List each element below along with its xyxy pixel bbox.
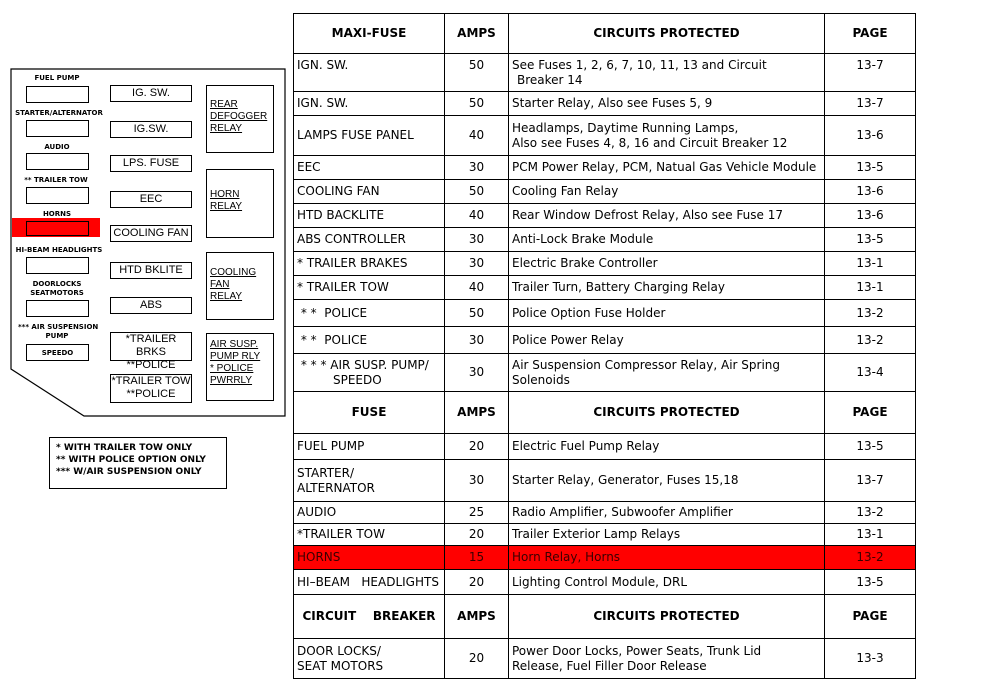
fuse-page: 13-2 [825,300,916,327]
fuse-amps: 30 [445,354,509,392]
fuse-name: * * POLICE [294,327,445,354]
page-header: PAGE [825,14,916,54]
table-row [294,460,916,502]
slot-label-trailer-tow: ** TRAILER TOW [24,176,88,184]
fuse-circuits: Trailer Turn, Battery Charging Relay [509,276,825,300]
speedo-slot[interactable] [26,344,89,361]
fuse-page: 13-6 [825,204,916,228]
fuse-amps: 30 [445,252,509,276]
table-row [294,92,916,116]
page-header: PAGE [825,392,916,434]
air-susp-relay-label: AIR SUSP. PUMP RLY * POLICE PWRRLY [210,339,261,386]
table-row [294,156,916,180]
fuse-amps: 30 [445,156,509,180]
fuse-amps: 25 [445,502,509,524]
fuse-page: 13-4 [825,354,916,392]
table-row [294,228,916,252]
fuse-chart-table [293,13,916,679]
fuse-amps: 15 [445,546,509,570]
table-row [294,524,916,546]
ig-sw-fuse-2[interactable]: IG.SW. [110,121,192,138]
fuse-amps: 30 [445,228,509,252]
circuits-header: CIRCUITS PROTECTED [509,392,825,434]
amps-header: AMPS [445,14,509,54]
fuse-name: LAMPS FUSE PANEL [294,116,445,156]
trailer-tow-label: *TRAILER TOW [111,375,191,387]
slot-label-seatmotors: SEATMOTORS [30,289,84,297]
table-row [294,252,916,276]
fuse-page: 13-7 [825,460,916,502]
fuse-amps: 30 [445,460,509,502]
fuse-page: 13-3 [825,639,916,679]
fuse-name: FUEL PUMP [294,434,445,460]
table-row [294,116,916,156]
fuse-circuits: Cooling Fan Relay [509,180,825,204]
table-row-highlighted [294,546,916,570]
horns-slot-inner [26,221,89,236]
fuse-page: 13-6 [825,116,916,156]
fuse-amps: 50 [445,54,509,92]
table-row [294,276,916,300]
fuse-amps: 40 [445,204,509,228]
trailer-brks-police-label: **POLICE [126,359,176,371]
slot-label-horns: HORNS [42,210,72,218]
amps-header: AMPS [445,392,509,434]
fuse-name: ABS CONTROLLER [294,228,445,252]
fuse-amps: 40 [445,276,509,300]
note-trailer-tow: * WITH TRAILER TOW ONLY [56,443,193,453]
fuse-amps: 20 [445,639,509,679]
circuits-header: CIRCUITS PROTECTED [509,14,825,54]
rear-defogger-relay-label: REAR DEFOGGER RELAY [210,99,268,134]
cooling-fan-fuse[interactable]: COOLING FAN [110,225,192,242]
fuse-circuits: Starter Relay, Also see Fuses 5, 9 [509,92,825,116]
fuse-name: * * POLICE [294,300,445,327]
fuse-header: FUSE [294,392,445,434]
air-susp-relay[interactable] [206,333,274,401]
maxi-fuse-header-row [294,14,916,54]
fuse-circuits: Air Suspension Compressor Relay, Air Spring Solenoids [509,354,825,392]
fuse-page: 13-1 [825,252,916,276]
fuse-circuits: Electric Brake Controller [509,252,825,276]
fuse-name: * TRAILER TOW [294,276,445,300]
fuse-amps: 30 [445,327,509,354]
circuit-breaker-header: CIRCUIT BREAKER [294,595,445,639]
horn-relay[interactable] [206,169,274,238]
table-row [294,570,916,595]
note-air-suspension: *** W/AIR SUSPENSION ONLY [56,467,202,477]
fuse-box-diagram [0,0,290,420]
fuse-circuits: Police Power Relay [509,327,825,354]
table-row [294,434,916,460]
fuse-circuits: Headlamps, Daytime Running Lamps, Also see Fuses 4, 8, 16 and Circuit Breaker 12 [509,116,825,156]
audio-slot[interactable] [26,153,89,170]
fuse-page: 13-2 [825,546,916,570]
slot-label-air-suspension: *** AIR SUSPENSION [18,323,99,331]
cooling-fan-relay-label: COOLING FAN RELAY [210,267,257,302]
fuse-page: 13-1 [825,524,916,546]
fuse-amps: 20 [445,570,509,595]
hi-beam-slot[interactable] [26,257,89,274]
table-row [294,639,916,679]
table-row [294,204,916,228]
table-row [294,502,916,524]
trailer-tow-slot[interactable] [26,187,89,204]
fuse-page: 13-5 [825,156,916,180]
fuse-page: 13-7 [825,92,916,116]
trailer-brks-fuse[interactable] [110,332,192,371]
table-row [294,54,916,92]
fuse-name: DOOR LOCKS/ SEAT MOTORS [294,639,445,679]
fuse-circuits: Electric Fuel Pump Relay [509,434,825,460]
fuse-name: HORNS [294,546,445,570]
fuse-name: HI–BEAM HEADLIGHTS [294,570,445,595]
fuse-page: 13-1 [825,276,916,300]
fuse-page: 13-5 [825,228,916,252]
fuse-amps: 50 [445,300,509,327]
fuse-page: 13-7 [825,54,916,92]
cooling-fan-relay[interactable] [206,252,274,320]
fuse-page: 13-2 [825,502,916,524]
fuse-name: AUDIO [294,502,445,524]
slot-label-audio: AUDIO [44,143,70,151]
fuse-circuits: Starter Relay, Generator, Fuses 15,18 [509,460,825,502]
fuse-header-row [294,392,916,434]
fuse-circuits: See Fuses 1, 2, 6, 7, 10, 11, 13 and Circuit Breaker 14 [509,54,825,92]
fuse-circuits: Police Option Fuse Holder [509,300,825,327]
fuse-name: IGN. SW. [294,54,445,92]
table-row [294,327,916,354]
circuit-breaker-header-row [294,595,916,639]
fuse-name: STARTER/ ALTERNATOR [294,460,445,502]
fuse-name: COOLING FAN [294,180,445,204]
fuse-name: *TRAILER TOW [294,524,445,546]
fuse-name: HTD BACKLITE [294,204,445,228]
fuse-page: 13-5 [825,570,916,595]
fuse-name: * * * AIR SUSP. PUMP/ SPEEDO [294,354,445,392]
page-header: PAGE [825,595,916,639]
table-row [294,300,916,327]
fuse-amps: 50 [445,92,509,116]
slot-label-starter-alternator: STARTER/ALTERNATOR [15,109,103,117]
fuse-page: 13-6 [825,180,916,204]
fuse-circuits: Horn Relay, Horns [509,546,825,570]
slot-label-speedo: SPEEDO [41,349,74,357]
fuse-circuits: PCM Power Relay, PCM, Natual Gas Vehicle Module [509,156,825,180]
trailer-tow-fuse[interactable] [110,374,192,403]
trailer-tow-police-label: **POLICE [126,388,176,400]
slot-label-fuel-pump: FUEL PUMP [34,74,80,82]
fuel-pump-slot[interactable] [26,86,89,103]
note-police-option: ** WITH POLICE OPTION ONLY [56,455,206,465]
fuse-amps: 20 [445,524,509,546]
eec-fuse[interactable]: EEC [110,191,192,208]
fuse-name: * TRAILER BRAKES [294,252,445,276]
rear-defogger-relay[interactable] [206,85,274,153]
lps-fuse[interactable]: LPS. FUSE [110,155,192,172]
doorlocks-slot[interactable] [26,300,89,317]
trailer-brks-label: *TRAILER BRKS [125,333,177,358]
fuse-amps: 40 [445,116,509,156]
fuse-amps: 50 [445,180,509,204]
fuse-circuits: Trailer Exterior Lamp Relays [509,524,825,546]
fuse-page: 13-5 [825,434,916,460]
horn-relay-label: HORN RELAY [210,189,243,212]
htd-bklite-fuse[interactable]: HTD BKLITE [110,262,192,279]
fuse-circuits: Radio Amplifier, Subwoofer Amplifier [509,502,825,524]
slot-label-hi-beam: HI-BEAM HEADLIGHTS [15,246,103,254]
fuse-page: 13-2 [825,327,916,354]
option-notes-legend [49,437,227,489]
fuse-name: IGN. SW. [294,92,445,116]
table-row [294,354,916,392]
fuse-circuits: Anti-Lock Brake Module [509,228,825,252]
ig-sw-fuse-1[interactable]: IG. SW. [110,85,192,102]
slot-label-pump: PUMP [45,332,69,340]
fuse-amps: 20 [445,434,509,460]
slot-label-doorlocks: DOORLOCKS [32,280,82,288]
maxi-fuse-header: MAXI-FUSE [294,14,445,54]
table-row [294,180,916,204]
abs-fuse[interactable]: ABS [110,297,192,314]
amps-header: AMPS [445,595,509,639]
circuits-header: CIRCUITS PROTECTED [509,595,825,639]
fuse-circuits: Power Door Locks, Power Seats, Trunk Lid Release, Fuel Filler Door Release [509,639,825,679]
fuse-circuits: Rear Window Defrost Relay, Also see Fuse 17 [509,204,825,228]
fuse-name: EEC [294,156,445,180]
starter-alternator-slot[interactable] [26,120,89,137]
fuse-circuits: Lighting Control Module, DRL [509,570,825,595]
